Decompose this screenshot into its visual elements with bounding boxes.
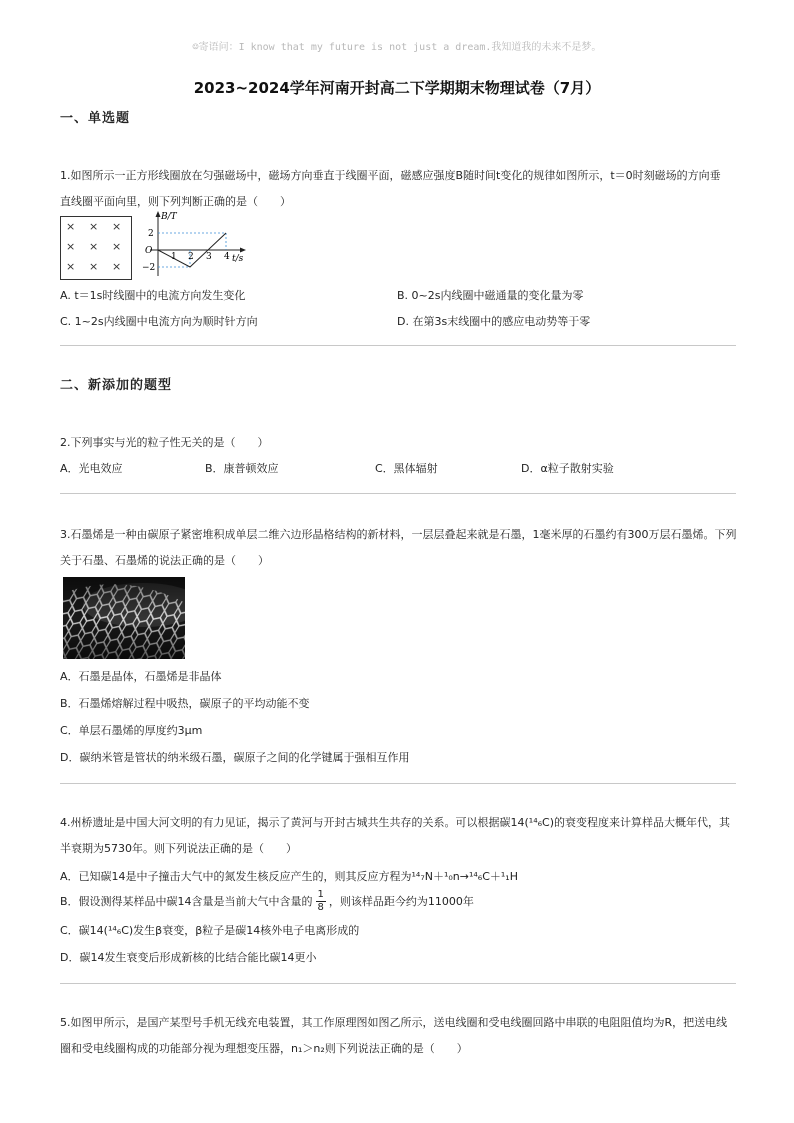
question-2-option-d[interactable]: D．α粒子散射实验 <box>521 462 614 475</box>
x-axis-label: t/s <box>232 254 244 264</box>
question-1-line-1: 1.如图所示一正方形线圈放在匀强磁场中，磁场方向垂直于线圈平面，磁感应强度B随时间t变化的规律如图所示，t＝0时刻磁场的方向垂 <box>60 169 721 182</box>
field-cross: × <box>112 220 122 233</box>
question-2-option-a[interactable]: A．光电效应 <box>60 462 123 475</box>
graphene-lattice-image <box>63 577 185 659</box>
field-cross: × <box>66 240 76 253</box>
question-5-line-2: 圈和受电线圈构成的功能部分视为理想变压器，n₁＞n₂则下列说法正确的是（ ） <box>60 1042 468 1055</box>
y-tick-neg-2: −2 <box>142 263 156 273</box>
question-5-stem <box>60 1010 740 1062</box>
y-axis-arrow <box>156 211 161 217</box>
question-3-option-d[interactable]: D．碳纳米管是管状的纳米级石墨，碳原子之间的化学键属于强相互作用 <box>60 751 410 764</box>
origin-label: O <box>145 246 153 256</box>
question-1-option-c[interactable]: C. 1~2s内线圈中电流方向为顺时针方向 <box>60 315 258 328</box>
y-axis-label: B/T <box>161 212 177 222</box>
x-tick-1: 1 <box>171 252 177 262</box>
question-1-option-b[interactable]: B. 0~2s内线圈中磁通量的变化量为零 <box>397 289 584 302</box>
question-2-option-b[interactable]: B．康普顿效应 <box>205 462 279 475</box>
divider <box>60 493 736 494</box>
field-cross: × <box>89 240 99 253</box>
divider <box>60 345 736 346</box>
divider <box>60 983 736 984</box>
option-b-text-before: B．假设测得某样品中碳14含量是当前大气中含量的 <box>60 894 313 908</box>
question-2-stem: 2.下列事实与光的粒子性无关的是（ ） <box>60 436 269 449</box>
divider <box>60 783 736 784</box>
x-tick-3: 3 <box>206 252 212 262</box>
field-cross: × <box>112 240 122 253</box>
fraction-denominator: 8 <box>317 902 324 913</box>
question-2-option-c[interactable]: C．黑体辐射 <box>375 462 438 475</box>
section-heading-new-types: 二、新添加的题型 <box>60 378 173 393</box>
page-title: 2023~2024学年河南开封高二下学期期末物理试卷（7月） <box>193 79 601 97</box>
question-3-option-c[interactable]: C．单层石墨烯的厚度约3μm <box>60 724 203 737</box>
section-heading-single-choice: 一、单选题 <box>60 111 131 126</box>
graphene-lattice-photo <box>63 577 185 659</box>
question-4-option-d[interactable]: D．碳14发生衰变后形成新核的比结合能比碳14更小 <box>60 951 317 964</box>
y-tick-2: 2 <box>148 229 154 239</box>
field-cross: × <box>66 260 76 273</box>
question-3-stem <box>60 522 740 574</box>
question-3-line-1: 3.石墨烯是一种由碳原子紧密堆积成单层二维六边形晶格结构的新材料，一层层叠起来就是石墨，1毫米厚的石墨约有300万层石墨烯。下列 <box>60 528 737 541</box>
question-4-option-c[interactable]: C．碳14(¹⁴₆C)发生β衰变，β粒子是碳14核外电子电离形成的 <box>60 924 360 937</box>
field-cross: × <box>89 220 99 233</box>
field-cross: × <box>66 220 76 233</box>
b-t-graph <box>140 208 252 280</box>
fraction-numerator: 1 <box>317 889 324 900</box>
question-4-option-a[interactable]: A．已知碳14是中子撞击大气中的氮发生核反应产生的，则其反应方程为¹⁴₇N＋¹₀n→¹⁴₆C＋¹₁H <box>60 870 518 883</box>
question-5-line-1: 5.如图甲所示，是国产某型号手机无线充电装置，其工作原理图如图乙所示，送电线圈和受电线圈回路中串联的电阻阻值均为R，把送电线 <box>60 1016 728 1029</box>
fraction-one-eighth <box>316 889 326 914</box>
question-1-option-d[interactable]: D. 在第3s末线圈中的感应电动势等于零 <box>397 315 591 328</box>
question-4-stem <box>60 810 740 862</box>
question-3-option-a[interactable]: A．石墨是晶体，石墨烯是非晶体 <box>60 670 222 683</box>
field-cross: × <box>89 260 99 273</box>
watermark: ☺寄语问：I know that my future is not just a dream.我知道我的未来不是梦。 <box>192 42 602 53</box>
option-b-text-after: ，则该样品距今约为11000年 <box>328 894 474 908</box>
question-1-line-2: 直线圈平面向里，则下列判断正确的是（ ） <box>60 195 291 208</box>
x-axis-arrow <box>240 248 246 253</box>
coil-field-diagram <box>60 216 132 280</box>
question-4-line-2: 半衰期为5730年。则下列说法正确的是（ ） <box>60 842 297 855</box>
question-3-line-2: 关于石墨、石墨烯的说法正确的是（ ） <box>60 554 269 567</box>
x-tick-2: 2 <box>188 252 194 262</box>
question-1-option-a[interactable]: A. t＝1s时线圈中的电流方向发生变化 <box>60 289 246 302</box>
x-tick-4: 4 <box>224 252 230 262</box>
question-4-option-b[interactable] <box>60 889 474 914</box>
question-4-line-1: 4.州桥遗址是中国大河文明的有力见证，揭示了黄河与开封古城共生共存的关系。可以根据碳14(¹⁴₆C)的衰变程度来计算样品大概年代，其 <box>60 816 730 829</box>
question-3-option-b[interactable]: B．石墨烯熔解过程中吸热，碳原子的平均动能不变 <box>60 697 310 710</box>
field-cross: × <box>112 260 122 273</box>
